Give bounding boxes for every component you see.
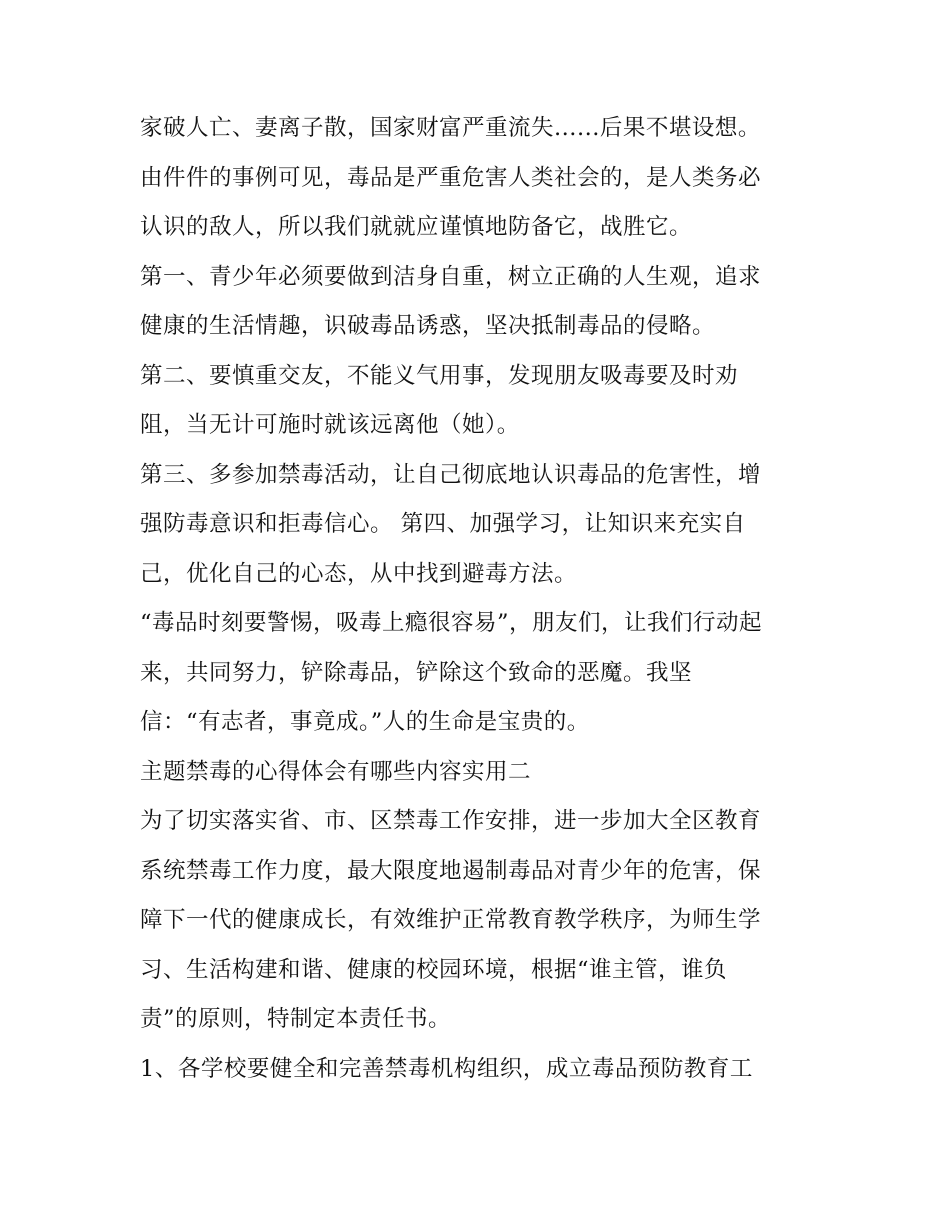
text-line: 责”的原则，特制定本责任书。 (140, 1006, 452, 1032)
text-line: 阻，当无计可施时就该远离他（她）。 (140, 412, 520, 438)
document-body (140, 104, 830, 1094)
text-line: 健康的生活情趣，识破毒品诱惑，坚决抵制毒品的侵略。 (140, 313, 716, 339)
text-line: 信：“有志者，事竟成。”人的生命是宝贵的。 (140, 709, 590, 735)
text-line: 第三、多参加禁毒活动，让自己彻底地认识毒品的危害性，增 (140, 461, 762, 488)
text-line: 1、各学校要健全和完善禁毒机构组织，成立毒品预防教育工 (140, 1055, 753, 1082)
text-line: 来，共同努力，铲除毒品，铲除这个致命的恶魔。我坚 (140, 659, 693, 686)
text-line: 强防毒意识和拒毒信心。 第四、加强学习，让知识来充实自 (140, 511, 746, 537)
text-line: 第一、青少年必须要做到洁身自重，树立正确的人生观，追求 (140, 263, 762, 290)
text-line: 习、生活构建和谐、健康的校园环境，根据“谁主管，谁负 (140, 956, 728, 983)
text-line: “毒品时刻要警惕，吸毒上瘾很容易”，朋友们，让我们行动起 (140, 610, 763, 636)
text-line: 障下一代的健康成长，有效维护正常教育教学秩序，为师生学 (140, 907, 762, 933)
text-line: 认识的敌人，所以我们就就应谨慎地防备它，战胜它。 (140, 214, 693, 240)
text-line: 第二、要慎重交友，不能义气用事，发现朋友吸毒要及时劝 (140, 362, 739, 389)
text-line: 己，优化自己的心态，从中找到避毒方法。 (140, 560, 578, 587)
text-line: 由件件的事例可见，毒品是严重危害人类社会的，是人类务必 (140, 164, 762, 191)
section-heading: 主题禁毒的心得体会有哪些内容实用二 (140, 758, 532, 785)
text-line: 为了切实落实省、市、区禁毒工作安排，进一步加大全区教育 (140, 808, 762, 834)
text-line: 家破人亡、妻离子散，国家财富严重流失......后果不堪设想。 (140, 115, 761, 141)
text-line: 系统禁毒工作力度，最大限度地遏制毒品对青少年的危害，保 (140, 857, 762, 884)
